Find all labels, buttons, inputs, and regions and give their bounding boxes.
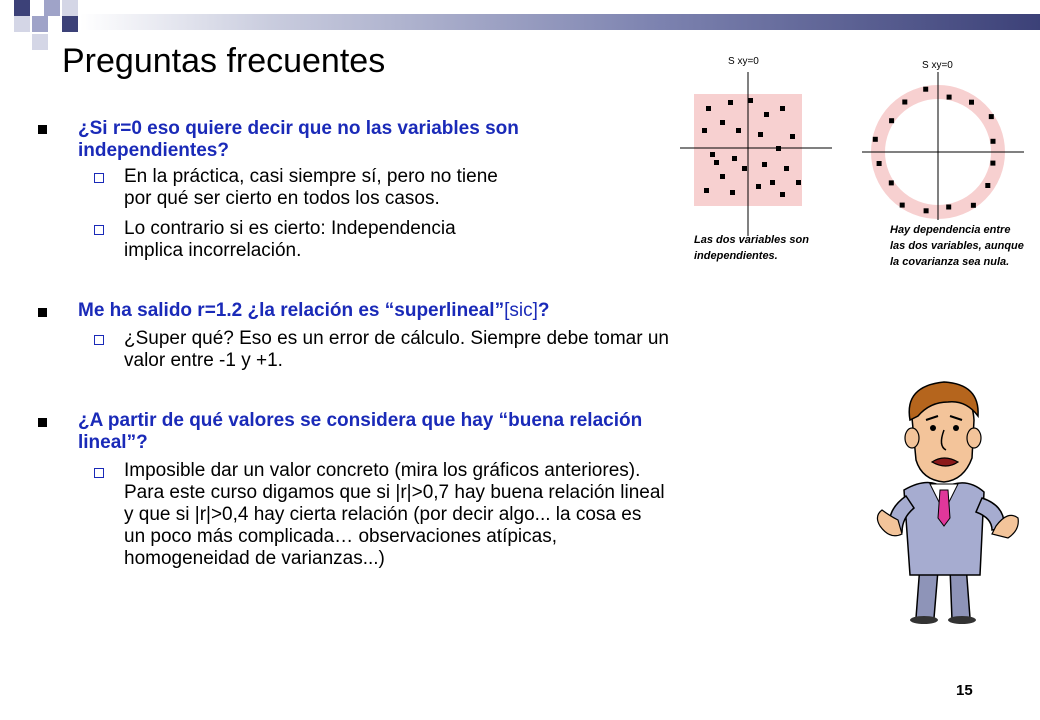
circle-point [924, 208, 929, 213]
scatter-point [780, 192, 785, 197]
circle-point [989, 114, 994, 119]
circle-point [990, 161, 995, 166]
decor-square [44, 0, 60, 16]
scatter-point [790, 134, 795, 139]
bullet-square [38, 125, 47, 134]
answer-3-line3: y que si |r|>0,4 hay cierta relación (por decir algo... la cosa es [124, 504, 642, 525]
question-2 [78, 300, 549, 322]
title-bar-decoration [80, 14, 1040, 30]
question-1-line2: independientes? [78, 140, 229, 161]
question-3 [78, 410, 642, 454]
sub-bullet-box [94, 468, 104, 478]
scatter-point [762, 162, 767, 167]
answer-1a [124, 166, 498, 210]
scatter-point [706, 106, 711, 111]
scatter-point [736, 128, 741, 133]
answer-1b-line2: implica incorrelación. [124, 240, 302, 261]
independent-scatter-figure [676, 70, 836, 240]
scatter-point [780, 106, 785, 111]
scatter-point [776, 146, 781, 151]
scatter-point [704, 188, 709, 193]
bullet-square [38, 308, 47, 317]
right-figure-label: S xy=0 [922, 60, 953, 71]
scatter-point [764, 112, 769, 117]
answer-2 [124, 328, 669, 372]
scatter-point [742, 166, 747, 171]
decor-square [62, 0, 78, 16]
circle-point [923, 87, 928, 92]
answer-3 [124, 460, 665, 570]
left-figure-label: S xy=0 [728, 56, 759, 67]
scatter-point [770, 180, 775, 185]
scatter-point [784, 166, 789, 171]
sub-bullet-box [94, 225, 104, 235]
sub-bullet-box [94, 335, 104, 345]
circle-point [947, 95, 952, 100]
scatter-point [732, 156, 737, 161]
answer-1a-line1: En la práctica, casi siempre sí, pero no tiene [124, 166, 498, 187]
right-figure-caption [890, 222, 1024, 270]
left-caption-line1: Las dos variables son [694, 234, 809, 246]
scatter-point [720, 174, 725, 179]
answer-2-line1: ¿Super qué? Eso es un error de cálculo. Siempre debe tomar un [124, 328, 669, 349]
answer-1a-line2: por qué ser cierto en todos los casos. [124, 188, 440, 209]
scatter-point [748, 98, 753, 103]
slide-title: Preguntas frecuentes [62, 42, 386, 80]
scatter-point [710, 152, 715, 157]
question-1 [78, 118, 519, 162]
answer-3-line1: Imposible dar un valor concreto (mira los gráficos anteriores). [124, 460, 641, 481]
dependent-circle-figure [858, 70, 1028, 230]
circle-point [873, 137, 878, 142]
circle-point [971, 203, 976, 208]
question-2-text: Me ha salido r=1.2 ¿la relación es “superlineal” [78, 300, 505, 321]
decor-square [62, 16, 78, 32]
scatter-point [702, 128, 707, 133]
decor-square [14, 16, 30, 32]
scatter-point [796, 180, 801, 185]
answer-1b [124, 218, 456, 262]
question-3-line1: ¿A partir de qué valores se considera que hay “buena relación [78, 410, 643, 431]
left-caption-line2: independientes. [694, 250, 778, 262]
answer-2-line2: valor entre -1 y +1. [124, 350, 283, 371]
page-number: 15 [956, 682, 973, 699]
right-caption-line1: Hay dependencia entre [890, 224, 1011, 236]
answer-1b-line1: Lo contrario si es cierto: Independencia [124, 218, 456, 239]
scatter-point [730, 190, 735, 195]
question-1-line1: ¿Si r=0 eso quiere decir que no las variables son [78, 118, 519, 139]
answer-3-line2: Para este curso digamos que si |r|>0,7 hay buena relación lineal [124, 482, 665, 503]
sub-bullet-box [94, 173, 104, 183]
circle-point [877, 161, 882, 166]
question-2-mark: ? [537, 300, 550, 321]
question-3-line2: lineal”? [78, 432, 148, 453]
scatter-point [720, 120, 725, 125]
right-caption-line2: las dos variables, aunque [890, 240, 1024, 252]
left-figure-caption [694, 232, 809, 264]
circle-point [985, 183, 990, 188]
circle-point [969, 100, 974, 105]
scatter-point [756, 184, 761, 189]
circle-point [902, 100, 907, 105]
circle-point [900, 203, 905, 208]
decor-square [32, 16, 48, 32]
circle-point [991, 139, 996, 144]
bullet-square [38, 418, 47, 427]
scatter-point [714, 160, 719, 165]
scatter-point [758, 132, 763, 137]
question-2-sic: [sic] [504, 300, 538, 321]
circle-point [889, 118, 894, 123]
scatter-point [728, 100, 733, 105]
circle-point [946, 205, 951, 210]
answer-3-line5: homogeneidad de varianzas...) [124, 548, 385, 569]
confused-man-illustration [868, 380, 1028, 625]
circle-point [889, 180, 894, 185]
right-caption-line3: la covarianza sea nula. [890, 256, 1010, 268]
answer-3-line4: un poco más complicada… observaciones atípicas, [124, 526, 558, 547]
decor-square [32, 34, 48, 50]
decor-square [14, 0, 30, 16]
